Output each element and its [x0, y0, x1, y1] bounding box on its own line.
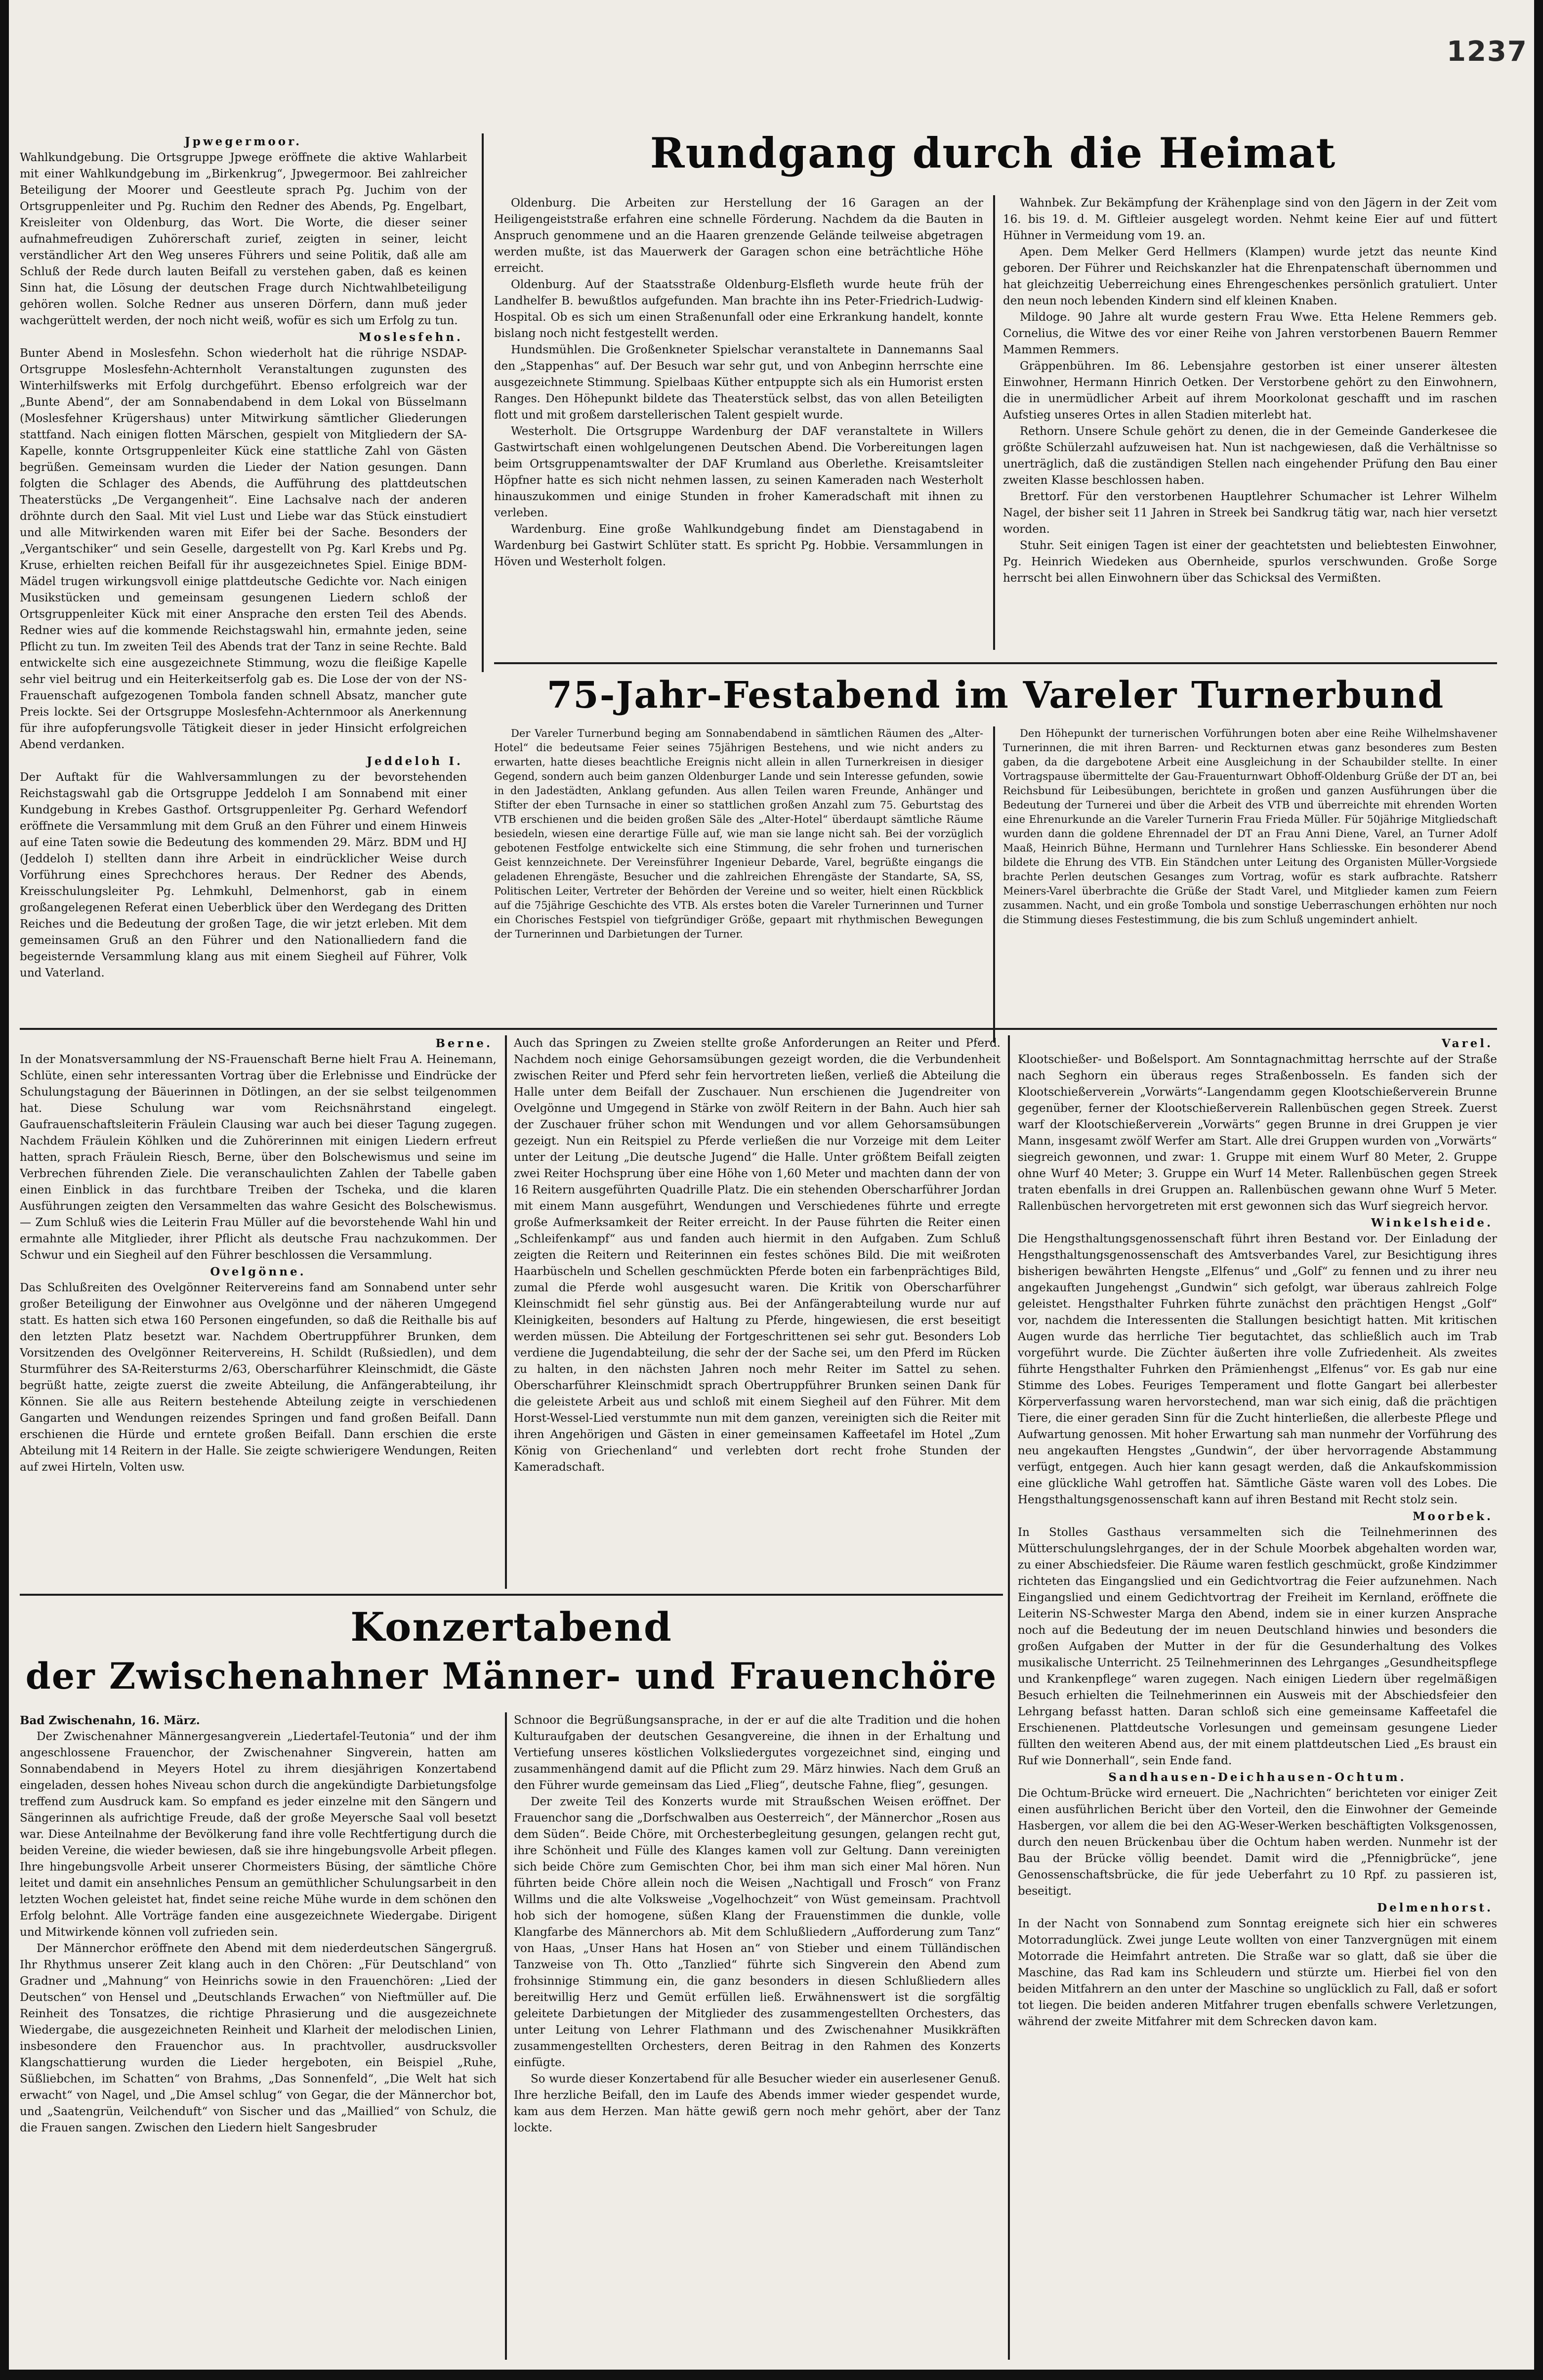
article-konzert-part5: So wurde dieser Konzertabend für alle Besucher wieder ein auserlesener Genuß. Ihre herzliche Beifall, den im Laufe des Abends immer wieder gespendet wurde, kam aus dem Herzen. Man hätte gewiß gern noch mehr gehört, aber der Tanz lockte. [514, 2073, 1001, 2134]
article-jeddeloh: Der Auftakt für die Wahlversammlungen zu der bevorstehenden Reichstagswahl gab die Ortsgruppe Jeddeloh I am Sonnabend mit einer Kundgebung in Krebes Gasthof. Ortsgruppenleiter Pg. Gerhard Wefendorf eröffnete die Versammlung mit dem Gruß an den Führer und einem Hinweis auf eine Taten sowie die Bedeutung des kommenden 29. März. BDM und HJ (Jeddeloh I) stellten dann ihre Arbeit in eindrücklicher Weise durch Vorführung eines Sprechchores heraus. Der Redner des Abends, Kreisschulungsleiter Pg. Lehmkuhl, Delmenhorst, gab in einem großangelegenen Referat einen Ueberblick über den Werdegang des Dritten Reiches und die Bedeutung der großen Tage, die wir jetzt erleben. Mit dem gemeinsamen Gruß an den Führer und den Nationalliedern fand die begeisternde Versammlung klang aus mit einem Siegheil auf Führer, Volk und Vaterland. [20, 771, 467, 979]
article-bunter-abend: Bunter Abend in Moslesfehn. Schon wiederholt hat die rührige NSDAP-Ortsgruppe Moslesfehn-Achternholt Veranstaltungen zugunsten des Winterhilfswerks mit Erfolg durchgeführt. Ebenso erfolgreich war der „Bunte Abend“, der am Sonnabendabend in dem Lokal von Büsselmann (Moslesfehner Krügershaus) unter Mitwirkung sämtlicher Gliederungen stattfand. Nach einigen flotten Märschen, gespielt von Mitgliedern der SA-Kapelle, konnte Ortsgruppenleiter Kück eine stattliche Zahl von Gästen begrüßen. Gemeinsam wurden die Lieder der Nation gesungen. Dann folgten die Schlager des Abends, die Aufführung des plattdeutschen Theaterstücks „De Vergangenheit“. Eine Lachsalve nach der anderen dröhnte durch den Saal. Mit viel Lust und Liebe war das Stück einstudiert und alle Mitwirkenden waren mit Eifer bei der Sache. Besonders der „Vergantschiker“ und sein Geselle, dargestellt von Pg. Karl Krebs und Pg. Kruse, erhielten reichen Beifall für ihr ausgezeichnetes Spiel. Einige BDM-Mädel trugen wirkungsvoll einige plattdeutsche Gedichte vor. Nach einigen Musikstücken und gemeinsam gesungenen Liedern schloß der Ortsgruppenleiter Kück mit einer Ansprache den ersten Teil des Abends. Redner wies auf die kommende Reichstagswahl hin, ermahnte jeden, seine Pflicht zu tun. Im zweiten Teil des Abends trat der Tanz in seine Rechte. Bald entwickelte sich eine ausgezeichnete Stimmung, wozu die fleißige Kapelle sehr viel beitrug und ein Heiterkeitserfolg gab es. Die Lose der von der NS-Frauenschaft aufgezogenen Tombola fanden schnell Absatz, mancher gute Preis lockte. Sei der Ortsgruppe Moslesfehn-Achternmoor als Anerkennung für ihre aufopferungsvolle Tätigkeit dieser in jeder Hinsicht erfolgreichen Abend verdanken. [20, 347, 467, 751]
page-number: 1237 [1447, 36, 1528, 68]
column-turner-right [1003, 726, 1497, 1043]
location-heading: Sandhausen-Deichhausen-Ochtum. [1108, 1771, 1407, 1784]
article-konzert-part4: Der zweite Teil des Konzerts wurde mit Straußschen Weisen eröffnet. Der Frauenchor sang die „Dorfschwalben aus Oesterreich“, der Männerchor „Rosen aus dem Süden“. Beide Chöre, mit Orchesterbegleitung gesungen, gelangen recht gut, ihre Schönheit und Fülle des Klanges kamen voll zur Geltung. Dann vereinigten sich beide Chöre zum Gemischten Chor, bei ihm man sich einer Mal hören. Nun führten beide Chöre allein noch die Weisen „Nachtigall und Frosch“ von Franz Willms und die alte Volksweise „Vogelhochzeit“ von Wüst gemeinsam. Prachtvoll hob sich der homogene, süßen Klang der Frauenstimmen die dunkle, volle Klangfarbe des Männerchors ab. Mit dem Schlußliedern „Aufforderung zum Tanz“ von Haas, „Unser Hans hat Hosen an“ von Stieber und einem Tülländischen Tanzweise von Th. Otto „Tanzlied“ führte sich Singverein den Abend zum frohsinnige Stimmung ein, die ganz besonders in diesen Schlußliedern alles bereitwillig Herz und Gemüt erfüllen ließ. Erwähnenswert ist die sorgfältig geleitete Darbietungen der Mitglieder des zusammengestellten Orchesters, das unter Leitung von Lehrer Flathmann und des Zwischenahner Musikkräften zusammengestellten Orchesters, deren Beitrag in den Rahmen des Konzerts einfügte. [514, 1795, 1001, 2069]
article-graeppenbuehren: Gräppenbühren. Im 86. Lebensjahre gestorben ist einer unserer ältesten Einwohner, Hermann Hinrich Oetken. Der Verstorbene gehört zu den Einwohnern, die in unermüdlicher Arbeit auf ihrem Moorkolonat geschafft und im raschen Aufstieg unseres Ortes in allen Stadien miterlebt hat. [1003, 360, 1497, 422]
location-heading: Ovelgönne. [210, 1265, 306, 1278]
article-berne: In der Monatsversammlung der NS-Frauenschaft Berne hielt Frau A. Heinemann, Schlüte, einen sehr interessanten Vortrag über die Erlebnisse und Eindrücke der Schulungstagung der Bäuerinnen in Dötlingen, an der sie selbst teilgenommen hat. Diese Schulung war vom Reichsnährstand eingelegt. Gaufrauenschaftsleiterin Fräulein Clausing war auch bei dieser Tagung zugegen. Nachdem Fräulein Köhlken und die Zuhörerinnen mit einigen Liedern erfreut hatten, sprach Fräulein Riesch, Berne, über den Bolschewismus und seine im Verbrechen führenden Ziele. Die veranschaulichten Zahlen der Tabelle gaben einen Einblick in das furchtbare Treiben der Tscheka, und die klaren Ausführungen zeigten den Versammelten das wahre Gesicht des Bolschewismus. — Zum Schluß wies die Leiterin Frau Müller auf die bevorstehende Wahl hin und ermahnte alle Mitglieder, ihrer Pflicht als deutsche Frau nachzukommen. Der Schwur und ein Siegheil auf den Führer beschlossen die Versammlung. [20, 1053, 497, 1262]
column-rule [482, 133, 484, 672]
article-wahnbek: Wahnbek. Zur Bekämpfung der Krähenplage sind von den Jägern in der Zeit vom 16. bis 19. d. M. Giftleier ausgelegt worden. Nehmt keine Eier auf und füttert Hühner in Vermeidung vom 19. an. [1003, 197, 1497, 242]
column-turner-left [494, 726, 983, 1043]
scan-border-right [1534, 0, 1543, 2380]
column-rule [505, 1712, 507, 2360]
article-winkelsheide: Die Hengsthaltungsgenossenschaft führt ihren Bestand vor. Der Einladung der Hengsthaltungsgenossenschaft des Amtsverbandes Varel, zur Besichtigung ihres bisherigen bewährten Hengste „Elfenus“ und „Golf“ zu fennen und zu ihrer neu angekauften Jungehengst „Gundwin“ sich gefolgt, war überaus zahlreich Folge geleistet. Hengsthalter Fuhrken führte zunächst den prächtigen Hengst „Golf“ vor, nachdem die Interessenten die Stallungen besichtigt hatten. Mit kritischen Augen wurde das herrliche Tier begutachtet, das schließlich auch im Trab vorgeführt wurde. Die Züchter äußerten ihre volle Zufriedenheit. Als zweites führte Hengsthalter Fuhrken den Prämienhengst „Elfenus“ vor. Es gab nur eine Stimme des Lobes. Feuriges Temperament und flotte Gangart bei allerbester Körperverfassung waren hervorstechend, man war sich einig, daß die prächtigen Tiere, die einer geraden Sinn für die Zucht hinterließen, die allerbeste Pflege und Aufwartung genossen. Mit hoher Erwartung sah man nunmehr der Vorführung des neu angekauften Hengstes „Gundwin“, der über hervorragende Abstammung verfügt, entgegen. Auch hier kann gesagt werden, daß die Ankaufskommission eine glückliche Wahl getroffen hat. Sämtliche Gäste waren voll des Lobes. Die Hengsthaltungsgenossenschaft kann auf ihren Bestand mit Recht stolz sein. [1018, 1232, 1497, 1506]
location-heading: Winkelsheide. [1371, 1216, 1493, 1230]
article-konzert-part3: Schnoor die Begrüßungsansprache, in der er auf die alte Tradition und die hohen Kulturaufgaben der deutschen Gesangvereine, die ihnen in der Erhaltung und Vertiefung unseres köstlichen Volksliedergutes vorgezeichnet sind, einging und zusammenhängend damit auf die Pflicht zum 29. März hinwies. Nach dem Gruß an den Führer wurde gemeinsam das Lied „Flieg“, deutsche Fahne, flieg“, gesungen. [514, 1714, 1001, 1792]
article-delmenhorst: In der Nacht von Sonnabend zum Sonntag ereignete sich hier ein schweres Motorradunglück. Zwei junge Leute wollten von einer Tanzvergnügen mit einem Motorrade die Heimfahrt antreten. Die Straße war so glatt, daß sie über die Maschine, das Rad kam ins Schleudern und stürzte um. Hierbei fiel von den beiden Mitfahrern an den unter der Maschine so unglücklich zu Fall, daß er sofort tot liegen. Die beiden anderen Mitfahrer trugen ebenfalls schwere Verletzungen, während der zweite Mitfahrer mit dem Schrecken davon kam. [1018, 1917, 1497, 2028]
article-ovelgoenne: Das Schlußreiten des Ovelgönner Reitervereins fand am Sonnabend unter sehr großer Beteiligung der Einwohner aus Ovelgönne und der näheren Umgegend statt. Es hatten sich etwa 160 Personen eingefunden, so daß die Reithalle bis auf den letzten Platz besetzt war. Nachdem Obertruppführer Brunken, dem Vorsitzenden des Ovelgönner Reitervereins, H. Schildt (Rußsiedlen), und dem Sturmführer des SA-Reitersturms 2/63, Oberscharführer Kleinschmidt, die Gäste begrüßt hatte, zeigte zuerst die zweite Abteilung, die Anfängerabteilung, ihr Können. Sie alle aus Reitern bestehende Abteilung zeigte in verschiedenen Gangarten und Wendungen reizendes Springen und fand großen Beifall. Dann erschienen die Hürde und erntete großen Beifall. Dann erschien die erste Abteilung mit 14 Reitern in der Halle. Sie zeigte schwierigere Wendungen, Reiten auf zwei Hirteln, Volten usw. [20, 1281, 497, 1474]
location-heading: Jeddeloh I. [367, 755, 463, 768]
article-konzert-part2: Der Männerchor eröffnete den Abend mit dem niederdeutschen Sängergruß. Ihr Rhythmus unserer Zeit klang auch in den Chören: „Für Deutschland“ von Gradner und „Mahnung“ von Heinrichs sowie in den Frauenchören: „Lied der Deutschen“ von Hensel und „Deutschlands Erwachen“ von Nieftmüller auf. Die Reinheit des Tonsatzes, die richtige Phrasierung und die ausgezeichnete Wiedergabe, die ausgezeichneten Reinheit und Klarheit der melodischen Linien, insbesondere den Frauenchor aus. In prachtvoller, ausdrucksvoller Klangschattierung wurden die Lieder hergeboten, ein Beispiel „Ruhe, Süßliebchen, im Schatten“ von Brahms, „Das Sonnenfeld“, „Die Welt hat sich erwacht“ von Nagel, und „Die Amsel schlug“ von Gegar, die der Männerchor bot, und „Saatengrün, Veilchenduft“ von Sischer und das „Maillied“ von Schulz, die die Frauen sangen. Zwischen den Liedern hielt Sangesbruder [20, 1942, 497, 2134]
location-heading: Delmenhorst. [1377, 1901, 1493, 1914]
article-oldenburg-garagen: Oldenburg. Die Arbeiten zur Herstellung der 16 Garagen an der Heiligengeiststraße erfahren eine schnelle Förderung. Nachdem da die Bauten in Anspruch genommene und an die Haaren grenzende Gelände teilweise abgetragen werden mußte, ist das Mauerwerk der Garagen schon eine beträchtliche Höhe erreicht. [494, 197, 983, 275]
column-konzert-right [514, 1712, 1001, 2365]
location-heading: Moslesfehn. [358, 331, 463, 344]
column-rundgang-middle [494, 195, 983, 650]
article-brettorf: Brettorf. Für den verstorbenen Hauptlehrer Schumacher ist Lehrer Wilhelm Nagel, der bisher seit 11 Jahren in Streek bei Sandkrug tätig war, nach hier versetzt worden. [1003, 490, 1497, 536]
article-varel-kloot: Klootschießer- und Boßelsport. Am Sonntagnachmittag herrschte auf der Straße nach Seghorn ein überaus reges Straßenbosseln. Es fanden sich der Klootschießerverein „Vorwärts“-Langendamm gegen Klootschießerverein Brunne gegenüber, ferner der Klootschießerverein Rallenbüschen gegen Streek. Zuerst warf der Klootschießerverein „Vorwärts“ gegen Brunne in drei Gruppen je vier Mann, insgesamt zwölf Werfer am Start. Alle drei Gruppen wurden von „Vorwärts“ siegreich gewonnen, und zwar: 1. Gruppe mit einem Wurf 80 Meter, 2. Gruppe ohne Wurf 40 Meter; 3. Gruppe ein Wurf 14 Meter. Rallenbüschen gegen Streek traten ebenfalls in drei Gruppen an. Rallenbüschen gewann ohne Wurf 5 Meter. Rallenbüschen hervorgetreten mit erst gewonnen sich das Wurf siegreich hervor. [1018, 1053, 1497, 1213]
article-apen: Apen. Dem Melker Gerd Hellmers (Klampen) wurde jetzt das neunte Kind geboren. Der Führer und Reichskanzler hat die Ehrenpatenschaft übernommen und hat gleichzeitig Ueberreichung eines Ehrengeschenkes persönlich gratuliert. Unter den neun noch lebenden Kindern sind elf kleinen Knaben. [1003, 246, 1497, 307]
location-heading: Jpwegermoor. [184, 135, 302, 148]
section-rule [494, 662, 1497, 664]
column-right-lower [1018, 1035, 1497, 2365]
location-heading: Varel. [1441, 1037, 1493, 1050]
headline-rundgang: Rundgang durch die Heimat [650, 128, 1336, 177]
article-wahlkundgebung: Wahlkundgebung. Die Ortsgruppe Jpwege eröffnete die aktive Wahlarbeit mit einer Wahlkundgebung im „Birkenkrug“, Jpwegermoor. Bei zahlreicher Beteiligung der Moorer und Geestleute sprach Pg. Juchim von der Ortsgruppenleiter und Pg. Ruchim den Redner des Abends, Pg. Engelbart, Kreisleiter von Oldenburg, das Wort. Die Worte, die dieser seiner aufnahmefreudigen Zuhörerschaft zurief, zeigten in seiner, leicht verständlicher Art den Weg unseres Führers und seine Politik, daß alle am Schluß der Rede durch lauten Beifall zu verstehen gaben, daß es keinen Sinn hat, die Lösung der deutschen Frage durch Nichtwahlbeteiligung gehören wollen. Solche Redner aus unseren Dörfern, dann muß jeder wachgerüttelt werden, der noch nicht weiß, wofür es sich um Erfolg zu tun. [20, 151, 467, 327]
column-ovelgoenne-cont [514, 1035, 1001, 1589]
column-rule [505, 1035, 507, 1589]
column-konzert-left [20, 1712, 497, 2365]
column-berne-ovelgoenne [20, 1035, 497, 1589]
dateline: Bad Zwischenahn, 16. März. [20, 1714, 200, 1727]
article-stuhr: Stuhr. Seit einigen Tagen ist einer der geachtetsten und beliebtesten Einwohner, Pg. Heinrich Wiedeken aus Obernheide, spurlos verschwunden. Große Sorge herrscht bei allen Einwohnern über das Schicksal des Vermißten. [1003, 539, 1497, 585]
headline-turnerbund: 75-Jahr-Festabend im Vareler Turnerbund [546, 674, 1445, 717]
article-turnerbund-part2: Den Höhepunkt der turnerischen Vorführungen boten aber eine Reihe Wilhelmshavener Turnerinnen, die mit ihren Barren- und Reckturnen etwas ganz besonderes zum Besten gaben, da die dargebotene Arbeit eine Ausgleichung in der Schaubilder stellte. In einer Vortragspause übermittelte der Gau-Frauenturnwart Obhoff-Oldenburg Grüße der DT an, bei Reichsbund für Leibesübungen, berichtete in großen und ganzen Ausführungen über die Bedeutung der Turnerei und über die Arbeit des VTB und überreichte mit ehrenden Worten eine Ehrenurkunde an die Vareler Turnerin Frau Frieda Müller. Für 50jährige Mitgliedschaft wurden dann die goldene Ehrennadel der DT an Frau Anni Diene, Varel, an Turner Adolf Maaß, Heinrich Bühne, Hermann und Turnlehrer Hans Schliesske. Ein besonderer Abend bildete die Ehrung des VTB. Ein Ständchen unter Leitung des Organisten Müller-Vorgsiede brachte Perlen deutschen Gesanges zum Vortrag, wofür es stark aufbrachte. Ratsherr Meiners-Varel überbrachte die Grüße der Stadt Varel, und Mitglieder kamen zum Feiern zusammen. Nacht, und ein große Tombola und sonstige Ueberraschungen erhöhten nur noch die Stimmung dieses Festestimmung, die bis zum Schluß ungemindert anhielt. [1003, 727, 1497, 926]
article-konzert-part1: Der Zwischenahner Männergesangverein „Liedertafel-Teutonia“ und der ihm angeschlossene Frauenchor, der Zwischenahner Singverein, hatten am Sonnabendabend in Meyers Hotel zu ihrem diesjährigen Konzertabend eingeladen, dessen hohes Niveau schon durch die angekündigte Darbietungsfolge treffend zum Ausdruck kam. So empfand es jeder einzelne mit den Sängern und Sängerinnen als aufrichtige Freude, daß der große Meyersche Saal voll besetzt war. Diese Anteilnahme der Bevölkerung fand ihre volle Rechtfertigung durch die beiden Vereine, die wieder bewiesen, daß sie ihre hingebungsvolle Arbeit pflegen. Ihre hingebungsvolle Arbeit unserer Chormeisters Büsing, der sämtliche Chöre leitet und damit ein ansehnliches Pensum an gemüthlicher Schulungsarbeit in den letzten Wochen geleistet hat, findet seine reiche Mühe wurde in dem schönen den Erfolg belohnt. Alle Vorträge fanden eine ausgezeichnete Wiedergabe. Dirigent und Mitwirkende können voll zufrieden sein. [20, 1730, 497, 1939]
article-ochtum-bruecke: Die Ochtum-Brücke wird erneuert. Die „Nachrichten“ berichteten vor einiger Zeit einen ausführlichen Bericht über den Vorteil, den die Einwohner der Gemeinde Hasbergen, vor allem die bei den AG-Weser-Werken beschäftigten Volksgenossen, durch den neuen Brückenbau über die Ochtum haben werden. Nunmehr ist der Bau der Brücke völlig beendet. Damit wird die „Pfennigbrücke“, jene Genossenschaftsbrücke, die für jede Ueberfahrt zu 10 Rpf. zu passieren ist, beseitigt. [1018, 1787, 1497, 1898]
article-westerholt: Westerholt. Die Ortsgruppe Wardenburg der DAF veranstaltete in Willers Gastwirtschaft einen wohlgelungenen Deutschen Abend. Die Vorbereitungen lagen beim Ortsgruppenamtswalter der DAF Krumland aus Oberlethe. Kreisamtsleiter Höpfner hatte es sich nicht nehmen lassen, zu seinen Kameraden nach Westerholt hinauszukommen und einige Stunden in froher Kameradschaft mit ihnen zu verleben. [494, 425, 983, 519]
section-rule [20, 1594, 1003, 1596]
column-rule [1008, 1035, 1010, 2360]
article-ovelgoenne-continued: Auch das Springen zu Zweien stellte große Anforderungen an Reiter und Pferd. Nachdem noch einige Gehorsamsübungen gezeigt worden, die die Verbundenheit zwischen Reiter und Pferd sehr fein hervortreten ließen, verließ die Abteilung die Halle unter dem Beifall der Zuschauer. Nun erschienen die Jugendreiter von Ovelgönne und Umgegend in Stärke von zwölf Reitern in der Bahn. Auch hier sah der Zuschauer früher schon mit Wendungen und vor allem Gehorsamsübungen gezeigt. Nun ein Reitspiel zu Pferde verließen die nur Vorzeige mit dem Leiter unter der Leitung „Die deutsche Jugend“ die Halle. Unter größtem Beifall zeigten zwei Reiter Hochsprung über eine Höhe von 1,60 Meter und machten dann der von 16 Reitern ausgeführten Quadrille Platz. Die ein stehenden Oberscharführer Jordan mit einem Mann ausgeführt, Wendungen und Verschiedenes führte und erregte große Aufmerksamkeit der Reiter erreicht. In der Pause führten die Reiter einen „Schleifenkampf“ aus und fanden auch hiermit in den Aufgaben. Zum Schluß zeigten die Reitern und Reiterinnen ein festes schönes Bild. Die mit weißroten Haarbüscheln und Schellen geschmückten Pferde boten ein farbenprächtiges Bild, zumal die Pferde wohl ausgesucht waren. Die Kritik von Oberscharführer Kleinschmidt fiel sehr günstig aus. Bei der Anfängerabteilung wurde nur auf Kleinigkeiten, besonders auf Haltung zu Pferde, hingewiesen, die erst beseitigt werden müssen. Die Abteilung der Fortgeschrittenen sei sehr gut. Besonders Lob verdiene die Jugendabteilung, die sehr der der Sache sei, um den Pferd im Rücken zu halten, in den nächsten Jahren noch mehr Reiter im Sattel zu sehen. Oberscharführer Kleinschmidt sprach Obertruppführer Brunken seinen Dank für die geleistete Arbeit aus und schloß mit einem Siegheil auf den Führer. Mit dem Horst-Wessel-Lied verstummte nun mit dem ganzen, vereinigten sich die Reiter mit ihren Angehörigen und Gästen in einer gemeinsamen Kaffeetafel im Hotel „Zum König von Griechenland“ und verlebten dort recht frohe Stunden der Kameradschaft. [514, 1037, 1001, 1474]
column-rule [993, 726, 995, 1043]
article-wardenburg: Wardenburg. Eine große Wahlkundgebung findet am Dienstagabend in Wardenburg bei Gastwirt Schlüter statt. Es spricht Pg. Hobbie. Versammlungen in Höven und Westerholt folgen. [494, 523, 983, 568]
article-moorbek: In Stolles Gasthaus versammelten sich die Teilnehmerinnen des Mütterschulungslehrganges, der in der Schule Moorbek abgehalten worden war, zu einer Abschiedsfeier. Die Räume waren festlich geschmückt, große Kindzimmer richteten das Eingangslied und ein Gedichtvortrag die Feier aufzunehmen. Nach Eingangslied und einem Gedichtvortrag der Freiheit im Kernland, eröffnete die Leiterin NS-Schwester Marga den Abend, indem sie in einer kurzen Ansprache noch auf die Bedeutung der im neuen Deutschland hinwies und besonders die großen Aufgaben der Mutter in der für die Gesunderhaltung des Volkes musikalische Unterricht. 25 Teilnehmerinnen des Lehrganges „Gesundheitspflege und Krankenpflege“ waren zugegen. Nach einigen Liedern über regelmäßigen Besuch erhielten die Teilnehmerinnen ein Ausweis mit der Abschiedsfeier den Lehrgang befasst hatten. Daran schloß sich eine gemeinsame Kaffeetafel die Erschienenen. Plattdeutsche Vorlesungen und gemeinsam gesungene Lieder füllten den weiteren Abend aus, der mit einem plattdeutschen Lied „Es braust ein Ruf wie Donnerhall“, sein Ende fand. [1018, 1526, 1497, 1767]
location-heading: Berne. [435, 1037, 493, 1050]
article-rethorn: Rethorn. Unsere Schule gehört zu denen, die in der Gemeinde Ganderkesee die größte Schülerzahl aufzuweisen hat. Nun ist nachgewiesen, daß die Verhältnisse so unerträglich, daß die zuständigen Stellen nach eingehender Prüfung den Bau einer zweiten Klasse beschlossen haben. [1003, 425, 1497, 487]
article-mildoge: Mildoge. 90 Jahre alt wurde gestern Frau Wwe. Etta Helene Remmers geb. Cornelius, die Witwe des vor einer Reihe von Jahren verstorbenen Bauern Remmer Mammen Remmers. [1003, 311, 1497, 356]
column-rundgang-right [1003, 195, 1497, 650]
article-hundsmuehlen: Hundsmühlen. Die Großenkneter Spielschar veranstaltete in Dannemanns Saal den „Stappenhas“ auf. Der Besuch war sehr gut, und von Anbeginn herrschte eine ausgezeichnete Stimmung. Spielbaas Küther entpuppte sich als ein Humorist ersten Ranges. Den Höhepunkt bildete das Theaterstück selbst, das von allen Beteiligten flott und mit großem darstellerischen Talent gespielt wurde. [494, 343, 983, 422]
location-heading: Moorbek. [1413, 1510, 1493, 1523]
headline-konzert-line2: der Zwischenahner Männer- und Frauenchöre [25, 1655, 998, 1698]
scan-border-left [0, 0, 9, 2380]
section-rule [20, 1028, 1497, 1030]
headline-konzert-line1: Konzertabend [350, 1604, 672, 1650]
scan-border-bottom [0, 2370, 1543, 2380]
column-rule [993, 195, 995, 650]
article-turnerbund-part1: Der Vareler Turnerbund beging am Sonnabendabend in sämtlichen Räumen des „Alter-Hotel“ die bedeutsame Feier seines 75jährigen Bestehens, und wie nicht anders zu erwarten, hatte dieses beachtliche Ereignis nicht allein in allen Turnerkreisen in diesiger Gegend, sondern auch beim ganzen Oldenburger Lande und sein Interesse gefunden, sowie in den Jadestädten, Anklang gefunden. Aus allen Teilen waren Freunde, Anhänger und Stifter der eben Turnsache in einer so stattlichen großen Anzahl zum 75. Geburtstag des VTB erschienen und die beiden großen Säle des „Alter-Hotel“ überdaupt sämtliche Räume besiedeln, wiesen eine derartige Fülle auf, wie man sie lange nicht sah. Bei der vorzüglich gebotenen Festfolge entwickelte sich eine Stimmung, die sehr frohen und turnerischen Geist kennzeichnete. Der Vereinsführer Ingenieur Debarde, Varel, begrüßte eingangs die geladenen Ehrengäste, Besucher und die zahlreichen Ehrengäste der Standarte, SA, SS, Politischen Leiter, Vertreter der Behörden der Vereine und so weiter, hielt einen Rückblick auf die 75jährige Geschichte des VTB. Als erstes boten die Vareler Turnerinnen und Turner ein Chorisches Festspiel von tiefgründiger Größe, gepaart mit rhythmischen Bewegungen der Turnerinnen und Darbietungen der Turner. [494, 727, 983, 940]
article-oldenburg-landhelfer: Oldenburg. Auf der Staatsstraße Oldenburg-Elsfleth wurde heute früh der Landhelfer B. bewußtlos aufgefunden. Man brachte ihn ins Peter-Friedrich-Ludwig-Hospital. Ob es sich um einen Straßenunfall oder eine Erkrankung handelt, konnte bislang noch nicht festgestellt werden. [494, 278, 983, 340]
